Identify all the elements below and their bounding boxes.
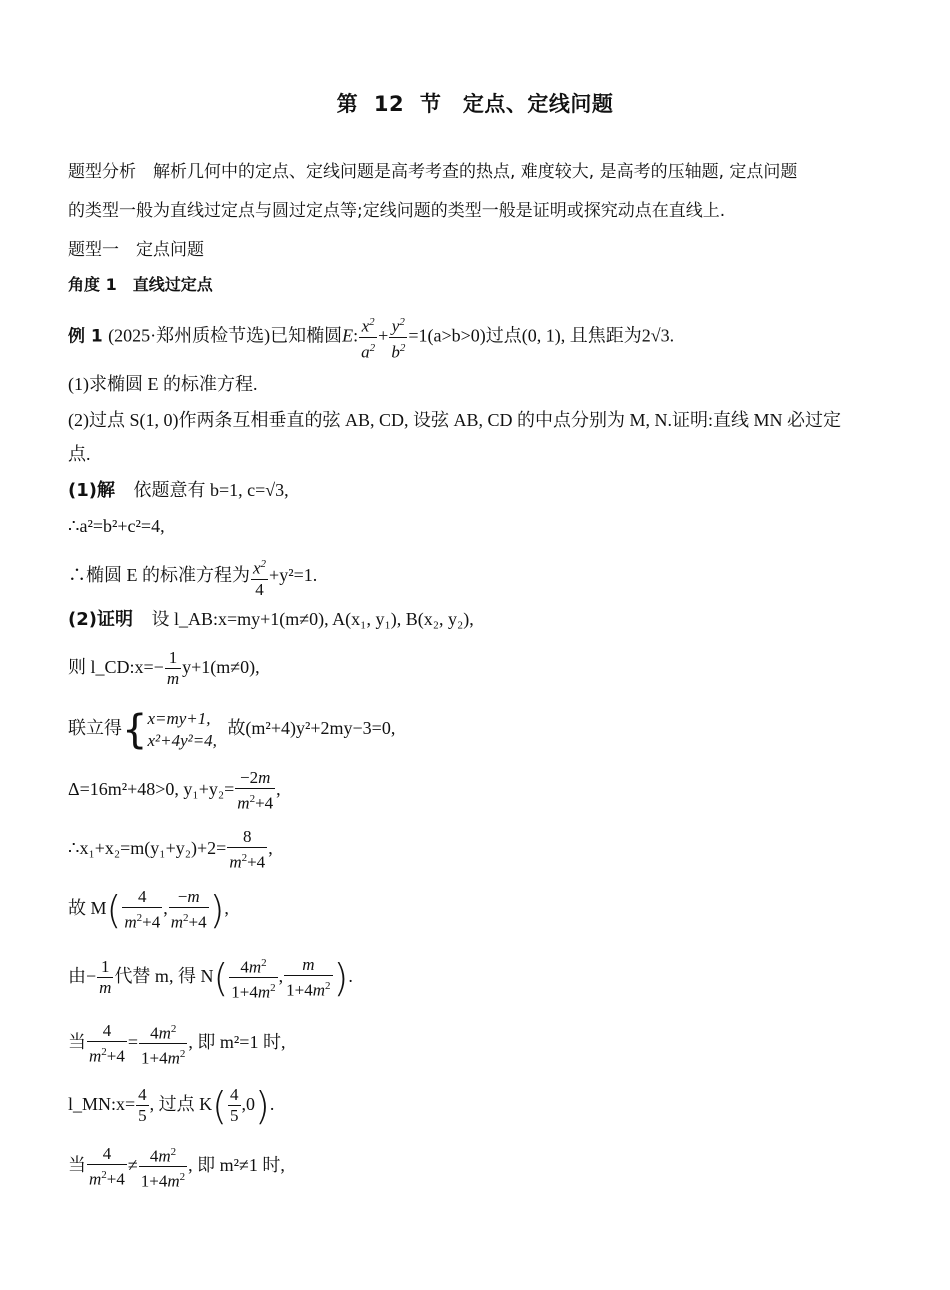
frac-sum-x: $\frac{8}{m^2+4}$ [229,827,266,872]
step-a2: ∴a²=b²+c²=4, [68,516,165,536]
solution-1-text: 依题意有 b=1, c=√3, [133,480,289,500]
step-sys-prefix: 联立得 [68,718,122,738]
step-eq-suffix: , 即 m²=1 时, [188,1032,286,1052]
frac-1-over-m: $\frac{1}{m}$ [166,648,180,689]
section-heading: 题型一 定点问题 [68,240,204,260]
step-neq-prefix: 当 [68,1155,86,1175]
intro-line-1 [68,160,882,184]
step-lcd-prefix: 则 l_CD:x=− [68,657,164,677]
question-2-line-2: 点. [68,444,91,464]
step-system [68,703,882,753]
ellipse-frac-y: $\frac{y^2}{b^2}$ [389,312,407,362]
step-std-suffix: +y²=1. [269,565,318,585]
equation-system [147,708,216,752]
intro-text-1: 解析几何中的定点、定线问题是高考考查的热点, 难度较大, 是高考的压轴题, 定点问题 [136,162,798,182]
page-title: 第 12 节 定点、定线问题 [336,92,614,116]
step-neq-case: 当 $\frac{4}{m^2+4}$ ≠ $\frac{4m^2}{1+4m^2}$ , 即 m²≠1 时, [68,1141,882,1192]
step-sumx-prefix: ∴x₁+x₂=m(y₁+y₂)+2= [68,838,227,858]
step-point-M: 故 M( $\frac{4}{m^2+4}$ , $\frac{-m}{m^2+4}$ ), [68,887,229,932]
step-lmn-prefix: l_MN:x= [68,1094,136,1114]
left-brace: { [122,706,148,753]
solution-1-label: (1)解 [68,480,115,501]
intro-label: 题型分析 [68,162,136,182]
ellipse-frac-x: $\frac{x^2}{a^2}$ [359,312,377,362]
solution-1-line [68,478,882,503]
step-N-prefix: 由− [68,966,97,986]
step-lmn-mid: , 过点 K [149,1094,213,1114]
frac-x2-over-4: $\frac{x^2}{4}$ [251,554,268,600]
system-eq-2: x²+4y²=4, [147,730,217,750]
step-sys-suffix: 故(m²+4)y²+2my−3=0, [227,718,396,738]
angle-heading: 角度 1 直线过定点 [68,275,213,294]
step-delta: Δ=16m²+48>0, y₁+y₂= $\frac{-2m}{m^2+4}$ , [68,768,281,813]
step-eq-prefix: 当 [68,1032,86,1052]
step-standard-equation [68,553,882,600]
step-N-mid: 代替 m, 得 N [114,966,214,986]
example-focal: 2√3. [641,325,675,346]
step-sum-x: ∴x₁+x₂=m(y₁+y₂)+2= $\frac{8}{m^2+4}$ , [68,827,273,872]
step-equal-case: 当 $\frac{4}{m^2+4}$ = $\frac{4m^2}{1+4m^2}$ , 即 m²=1 时, [68,1018,882,1069]
step-point-N: 由− $\frac{1}{m}$ 代替 m, 得 N( $\frac{4m^2}{1+4m^2}$ , $\frac{m}{1+4m^2}$ ). [68,951,882,1003]
solution-2-line [68,607,882,632]
frac-sum-y: $\frac{-2m}{m^2+4}$ [237,768,274,813]
step-delta-prefix: Δ=16m²+48>0, y₁+y₂= [68,779,235,799]
example-source: (2025·郑州质检节选)已知椭圆 [108,325,343,346]
step-neq-suffix: , 即 m²≠1 时, [188,1155,285,1175]
example-cond: =1(a>b>0)过点(0, 1), 且焦距为 [408,325,642,346]
solution-2-text: 设 l_AB:x=my+1(m≠0), A(x₁, y₁), B(x₂, y₂), [151,609,474,629]
example-label: 例 1 [68,326,103,347]
example-line: 例 1 (2025·郑州质检节选)已知椭圆E: $\frac{x^2}{a^2}$ + $\frac{y^2}{b^2}$ =1(a>b>0)过点(0, 1), 且焦距为2√3. [68,312,882,362]
question-2-line-1: (2)过点 S(1, 0)作两条互相垂直的弦 AB, CD, 设弦 AB, CD 的中点分别为 M, N.证明:直线 MN 必过定 [68,410,842,430]
step-lcd-suffix: y+1(m≠0), [182,657,260,677]
question-1: (1)求椭圆 E 的标准方程. [68,374,258,394]
intro-line-2: 的类型一般为直线过定点与圆过定点等;定线问题的类型一般是证明或探究动点在直线上. [68,201,726,221]
step-lmn: l_MN:x= $\frac{4}{5}$ , 过点 K( $\frac{4}{5}$ ,0). [68,1083,275,1128]
system-eq-1: x=my+1, [147,708,211,728]
solution-2-label: (2)证明 [68,609,133,630]
step-M-prefix: 故 M [68,898,107,918]
step-std-prefix: ∴椭圆 E 的标准方程为 [68,565,250,585]
step-lcd [68,645,882,689]
